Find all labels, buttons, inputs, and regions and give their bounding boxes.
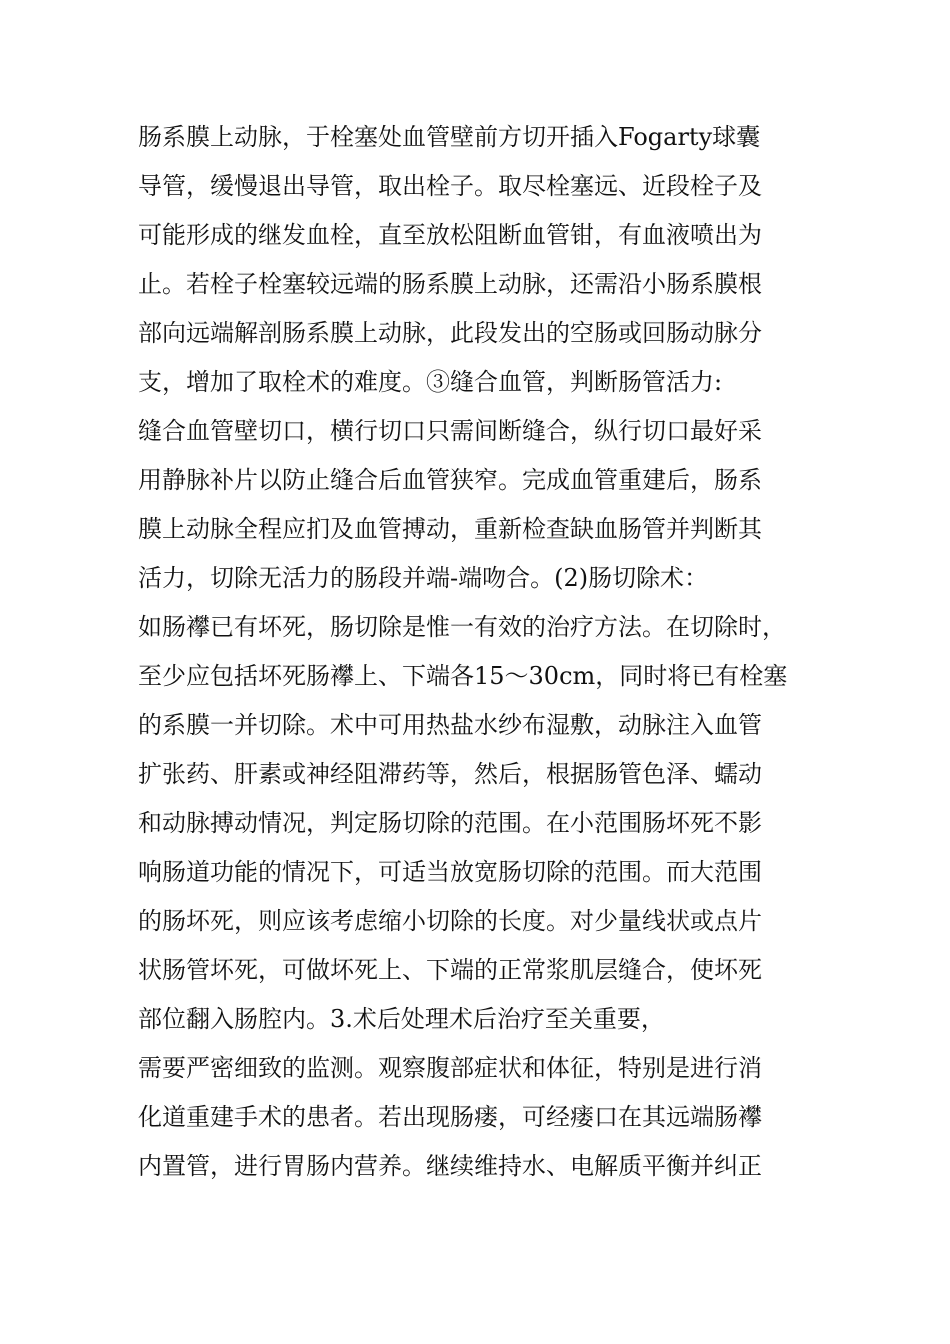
text-line: 导管，缓慢退出导管，取出栓子。取尽栓塞远、近段栓子及 [138,172,762,200]
text-line: 可能形成的继发血栓，直至放松阻断血管钳，有血液喷出为 [138,221,762,249]
text-line: 膜上动脉全程应扪及血管搏动，重新检查缺血肠管并判断其 [138,515,762,543]
text-line: 部向远端解剖肠系膜上动脉，此段发出的空肠或回肠动脉分 [138,319,762,347]
text-line: 扩张药、肝素或神经阻滞药等，然后，根据肠管色泽、蠕动 [138,760,762,788]
text-line: 响肠道功能的情况下，可适当放宽肠切除的范围。而大范围 [138,858,762,886]
text-line: 状肠管坏死，可做坏死上、下端的正常浆肌层缝合，使坏死 [138,956,762,984]
text-line: 缝合血管壁切口，横行切口只需间断缝合，纵行切口最好采 [138,417,762,445]
text-line: 如肠襻已有坏死，肠切除是惟一有效的治疗方法。在切除时， [138,613,786,641]
text-line: 和动脉搏动情况，判定肠切除的范围。在小范围肠坏死不影 [138,809,762,837]
text-line: 止。若栓子栓塞较远端的肠系膜上动脉，还需沿小肠系膜根 [138,270,762,298]
text-line: 化道重建手术的患者。若出现肠瘘，可经瘘口在其远端肠襻 [138,1103,762,1131]
text-line: 需要严密细致的监测。观察腹部症状和体征，特别是进行消 [138,1054,762,1082]
text-line: 的系膜一并切除。术中可用热盐水纱布湿敷，动脉注入血管 [138,711,762,739]
text-line: 活力，切除无活力的肠段并端-端吻合。(2)肠切除术： [138,564,709,592]
text-line: 支，增加了取栓术的难度。③缝合血管，判断肠管活力: [138,368,723,396]
text-line: 肠系膜上动脉，于栓塞处血管壁前方切开插入Fogarty球囊 [138,123,761,151]
text-line: 部位翻入肠腔内。3.术后处理术后治疗至关重要， [138,1005,665,1033]
text-line: 内置管，进行胃肠内营养。继续维持水、电解质平衡并纠正 [138,1152,762,1180]
text-line: 至少应包括坏死肠襻上、下端各15～30cm，同时将已有栓塞 [138,662,788,690]
document-body [138,113,818,1191]
text-line: 的肠坏死，则应该考虑缩小切除的长度。对少量线状或点片 [138,907,762,935]
text-line: 用静脉补片以防止缝合后血管狭窄。完成血管重建后，肠系 [138,466,762,494]
